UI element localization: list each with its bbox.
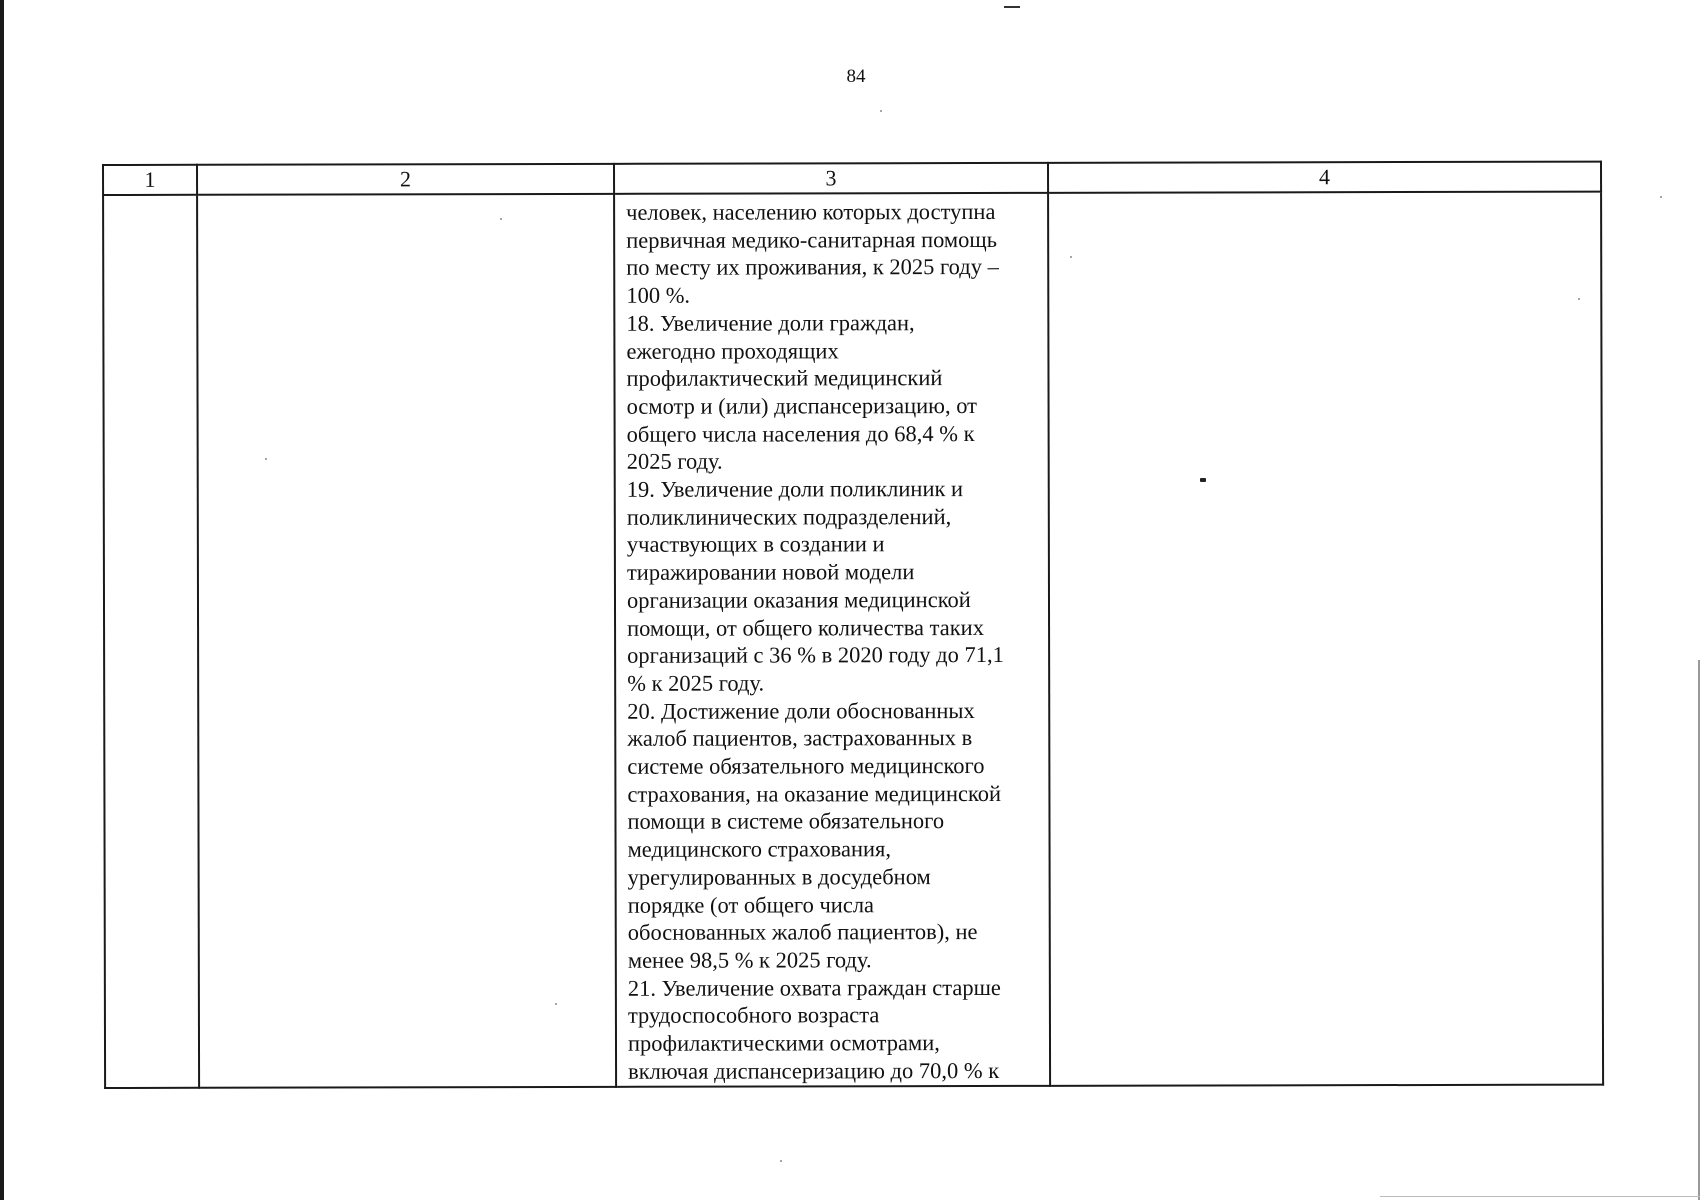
column-header-4: 4 xyxy=(1048,162,1601,193)
document-table xyxy=(102,161,1604,1089)
cell-col3-text: человек, населению которых доступна первичная медико-санитарная помощь по месту их проживания, к 2025 году – 100 %. 18. Увеличение доли граждан, ежегодно проходящих профилактический медицинский осмотр и (или) диспансеризацию, от общего числа населения до 68,4 % к 2025 году. 19. Увеличение доли поликлиник и поликлинических подразделений, участвующих в создании и тиражировании новой модели организации оказания медицинской помощи, от общего количества таких организаций с 36 % в 2020 году до 71,1 % к 2025 году. 20. Достижение доли обоснованных жалоб пациентов, застрахованных в системе обязательного медицинского страхования, на оказание медицинской помощи в системе обязательного медицинского страхования, урегулированных в досудебном порядке (от общего числа обоснованных жалоб пациентов), не менее 98,5 % к 2025 году. 21. Увеличение охвата граждан старше трудоспособного возраста профилактическими осмотрами, включая диспансеризацию до 70,0 % к xyxy=(626,198,1004,1084)
table-row xyxy=(103,192,1603,1088)
cell-col2-text xyxy=(198,195,613,200)
scan-left-edge xyxy=(0,0,4,1200)
cell-col1 xyxy=(103,195,199,1088)
cell-col1-text xyxy=(104,196,196,200)
scan-speck xyxy=(500,218,502,220)
table-header-row xyxy=(103,162,1601,195)
scan-bottom-mark xyxy=(1380,1196,1700,1197)
column-header-1: 1 xyxy=(103,165,197,195)
scan-speck xyxy=(780,1160,782,1162)
scan-speck xyxy=(1200,478,1206,482)
cell-col4-text xyxy=(1049,193,1600,198)
scan-speck xyxy=(1070,256,1072,258)
column-header-3: 3 xyxy=(614,163,1048,194)
scan-speck xyxy=(555,1003,557,1005)
cell-col4 xyxy=(1048,192,1603,1086)
scan-speck xyxy=(1660,196,1662,198)
column-header-2: 2 xyxy=(197,164,614,195)
scan-speck xyxy=(880,110,882,112)
scan-right-edge xyxy=(1698,660,1700,1200)
cell-col2 xyxy=(197,194,616,1087)
scan-top-mark xyxy=(1004,6,1020,8)
scan-speck xyxy=(1578,298,1580,300)
scan-speck xyxy=(265,458,267,460)
page-number: 84 xyxy=(846,66,866,87)
cell-col3 xyxy=(614,193,1050,1086)
